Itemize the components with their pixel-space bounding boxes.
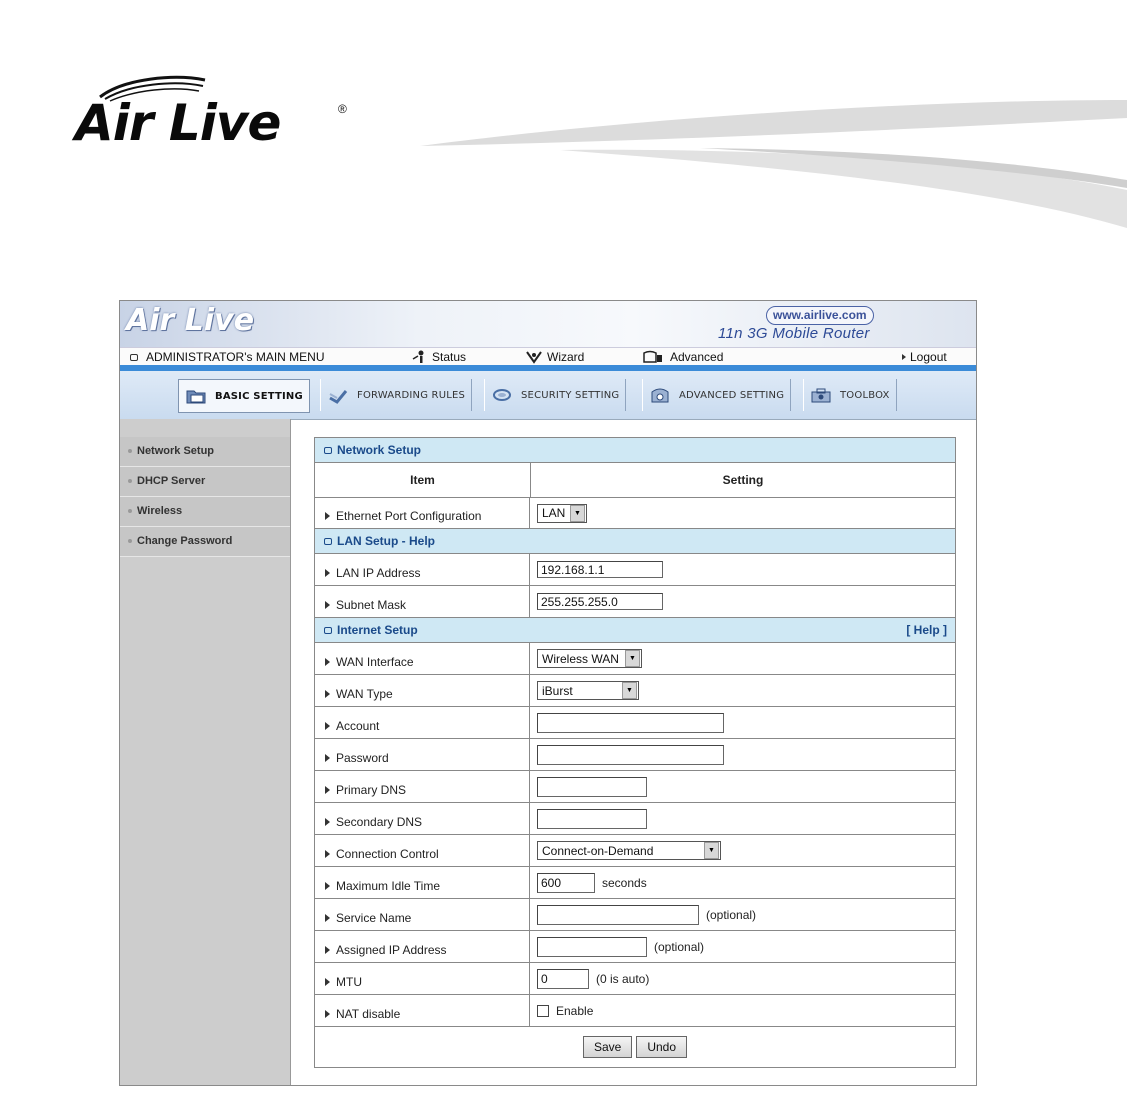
service-name-label: Service Name — [336, 910, 412, 925]
settings-table — [314, 437, 956, 1068]
forward-arrow-icon — [327, 386, 349, 404]
row-label — [315, 498, 530, 528]
advanced-setting-icon — [649, 386, 671, 404]
row-setting — [531, 835, 955, 866]
section-network-setup — [315, 438, 955, 463]
dropdown-arrow-icon: ▼ — [625, 650, 640, 667]
row-label — [315, 643, 530, 674]
row-max-idle-time — [315, 867, 955, 899]
sidebar-item-dhcp-server[interactable] — [120, 467, 290, 497]
router-brand-logo: Air Live — [126, 303, 255, 338]
row-wan-type — [315, 675, 955, 707]
main-menu-bar — [120, 347, 976, 366]
row-setting — [531, 771, 955, 802]
folder-icon — [185, 387, 207, 405]
nat-disable-label: NAT disable — [336, 1006, 401, 1021]
row-label — [315, 899, 530, 930]
nat-enable-label: Enable — [556, 1003, 594, 1018]
row-setting — [531, 963, 955, 994]
assigned-ip-input[interactable] — [537, 937, 647, 957]
service-name-hint: (optional) — [706, 907, 757, 922]
sidebar-item-label: DHCP Server — [137, 475, 206, 487]
row-arrow-icon — [325, 786, 330, 794]
table-header — [315, 463, 955, 498]
airlive-logo — [75, 72, 355, 152]
wizard-icon — [525, 350, 543, 364]
row-arrow-icon — [325, 914, 330, 922]
tab-label: FORWARDING RULES — [357, 389, 466, 401]
wan-interface-label: WAN Interface — [336, 654, 414, 669]
dropdown-arrow-icon: ▼ — [570, 505, 585, 522]
bullet-icon — [128, 539, 132, 543]
connection-control-label: Connection Control — [336, 846, 439, 861]
row-assigned-ip — [315, 931, 955, 963]
bullet-icon — [128, 479, 132, 483]
row-arrow-icon — [325, 1010, 330, 1018]
tab-security-setting[interactable] — [484, 379, 626, 411]
tab-label: SECURITY SETTING — [521, 389, 620, 401]
row-label — [315, 554, 530, 585]
row-ethernet-port — [315, 498, 955, 529]
logo-registered-mark: ® — [338, 102, 347, 116]
tab-advanced-setting[interactable] — [642, 379, 791, 411]
undo-button[interactable]: Undo — [636, 1036, 687, 1058]
row-label — [315, 963, 530, 994]
row-connection-control — [315, 835, 955, 867]
section-title-lan-setup-help[interactable]: LAN Setup - Help — [337, 534, 435, 548]
subnet-mask-label: Subnet Mask — [336, 597, 407, 612]
row-arrow-icon — [325, 754, 330, 762]
row-label — [315, 867, 530, 898]
row-setting — [531, 867, 955, 898]
form-actions — [315, 1027, 955, 1067]
toolbox-icon — [810, 386, 832, 404]
row-setting — [531, 675, 955, 706]
ethernet-port-label: Ethernet Port Configuration — [336, 509, 482, 523]
section-internet-setup — [315, 618, 955, 643]
section-title: Internet Setup — [337, 623, 418, 637]
website-link[interactable]: www.airlive.com — [766, 306, 874, 325]
row-setting — [531, 498, 955, 528]
row-primary-dns — [315, 771, 955, 803]
row-setting — [531, 995, 955, 1026]
primary-dns-input[interactable] — [537, 777, 647, 797]
status-menu-label: Status — [432, 350, 467, 364]
row-label — [315, 771, 530, 802]
row-label — [315, 931, 530, 962]
row-setting — [531, 931, 955, 962]
sidebar-item-label: Change Password — [137, 535, 233, 547]
sidebar-item-label: Wireless — [137, 505, 183, 517]
account-input[interactable] — [537, 713, 724, 733]
admin-main-menu-label: ADMINISTRATOR's MAIN MENU — [146, 350, 325, 364]
mtu-hint: (0 is auto) — [596, 971, 650, 986]
wan-interface-select[interactable] — [537, 649, 642, 668]
row-mtu — [315, 963, 955, 995]
advanced-menu-item[interactable] — [642, 350, 723, 364]
row-label — [315, 707, 530, 738]
secondary-dns-input[interactable] — [537, 809, 647, 829]
router-admin-frame — [119, 300, 977, 1086]
ethernet-port-select[interactable] — [537, 504, 587, 523]
advanced-menu-label: Advanced — [670, 350, 724, 364]
lan-ip-label: LAN IP Address — [336, 565, 421, 580]
wan-type-select[interactable] — [537, 681, 639, 700]
row-arrow-icon — [325, 569, 330, 577]
dropdown-arrow-icon: ▼ — [622, 682, 637, 699]
row-label — [315, 675, 530, 706]
section-bullet-icon — [324, 538, 332, 545]
row-subnet-mask — [315, 586, 955, 618]
sidebar-item-label: Network Setup — [137, 445, 215, 457]
row-arrow-icon — [325, 690, 330, 698]
row-arrow-icon — [325, 658, 330, 666]
row-setting — [531, 899, 955, 930]
column-header-item: Item — [315, 463, 531, 497]
row-arrow-icon — [325, 601, 330, 609]
row-secondary-dns — [315, 803, 955, 835]
router-model-name: 11n 3G Mobile Router — [718, 325, 870, 342]
logo-wordmark: Air Live — [75, 94, 281, 152]
lan-ip-input[interactable] — [537, 561, 663, 578]
tab-basic-setting[interactable] — [178, 379, 310, 413]
tab-label: TOOLBOX — [840, 389, 890, 401]
wizard-menu-item[interactable] — [525, 350, 584, 364]
column-header-setting: Setting — [722, 473, 764, 487]
max-idle-input[interactable] — [537, 873, 595, 893]
section-title: Network Setup — [337, 443, 422, 457]
row-label — [315, 586, 530, 617]
row-password — [315, 739, 955, 771]
status-menu-item[interactable] — [412, 350, 466, 364]
max-idle-unit: seconds — [602, 875, 647, 890]
logout-label: Logout — [910, 350, 947, 364]
wan-type-label: WAN Type — [336, 686, 393, 701]
password-label: Password — [336, 750, 389, 765]
row-setting — [531, 707, 955, 738]
row-label — [315, 739, 530, 770]
dropdown-arrow-icon: ▼ — [704, 842, 719, 859]
row-setting — [531, 643, 955, 674]
row-arrow-icon — [325, 512, 330, 520]
row-setting — [531, 739, 955, 770]
password-input[interactable] — [537, 745, 724, 765]
section-bullet-icon — [324, 627, 332, 634]
save-button[interactable]: Save — [583, 1036, 632, 1058]
section-bullet-icon — [324, 447, 332, 454]
tab-toolbox[interactable] — [803, 379, 897, 411]
status-icon — [412, 350, 428, 364]
logout-menu-item[interactable] — [902, 350, 947, 364]
nat-enable-checkbox[interactable] — [537, 1005, 549, 1017]
ethernet-port-value: LAN — [542, 506, 566, 520]
service-name-input[interactable] — [537, 905, 699, 925]
row-lan-ip — [315, 554, 955, 586]
advanced-icon — [642, 350, 666, 364]
settings-tabs — [120, 371, 976, 420]
row-arrow-icon — [325, 818, 330, 826]
tab-label: BASIC SETTING — [215, 390, 303, 402]
max-idle-label: Maximum Idle Time — [336, 878, 441, 893]
row-setting — [531, 803, 955, 834]
row-setting — [531, 586, 955, 617]
sidebar-item-change-password[interactable] — [120, 527, 290, 557]
router-banner — [120, 301, 976, 347]
secondary-dns-label: Secondary DNS — [336, 814, 423, 829]
subnet-mask-input[interactable] — [537, 593, 663, 610]
assigned-ip-hint: (optional) — [654, 939, 705, 954]
security-icon — [491, 386, 513, 404]
mtu-label: MTU — [336, 974, 362, 989]
bullet-icon — [128, 509, 132, 513]
logout-arrow-icon — [902, 354, 906, 360]
help-link[interactable]: [ Help ] — [906, 623, 947, 637]
primary-dns-label: Primary DNS — [336, 782, 407, 797]
row-arrow-icon — [325, 850, 330, 858]
account-label: Account — [336, 718, 380, 733]
section-lan-setup — [315, 529, 955, 554]
mtu-input[interactable] — [537, 969, 589, 989]
row-arrow-icon — [325, 722, 330, 730]
bullet-icon — [128, 449, 132, 453]
assigned-ip-label: Assigned IP Address — [336, 942, 447, 957]
wan-interface-value: Wireless WAN — [542, 651, 619, 666]
row-service-name — [315, 899, 955, 931]
row-label — [315, 995, 530, 1026]
tab-forwarding-rules[interactable] — [320, 379, 472, 411]
connection-control-value: Connect-on-Demand — [542, 843, 654, 858]
sidebar-item-wireless[interactable] — [120, 497, 290, 527]
tab-label: ADVANCED SETTING — [679, 389, 785, 401]
row-account — [315, 707, 955, 739]
row-wan-interface — [315, 643, 955, 675]
sidebar-item-network-setup[interactable] — [120, 437, 290, 467]
row-label — [315, 803, 530, 834]
row-nat-disable — [315, 995, 955, 1027]
row-label — [315, 835, 530, 866]
row-arrow-icon — [325, 882, 330, 890]
row-arrow-icon — [325, 978, 330, 986]
wizard-menu-label: Wizard — [547, 350, 585, 364]
row-arrow-icon — [325, 946, 330, 954]
wan-type-value: iBurst — [542, 683, 573, 698]
menu-bullet-icon — [130, 354, 138, 361]
row-setting — [531, 554, 955, 585]
connection-control-select[interactable] — [537, 841, 721, 860]
admin-main-menu[interactable] — [130, 350, 325, 364]
